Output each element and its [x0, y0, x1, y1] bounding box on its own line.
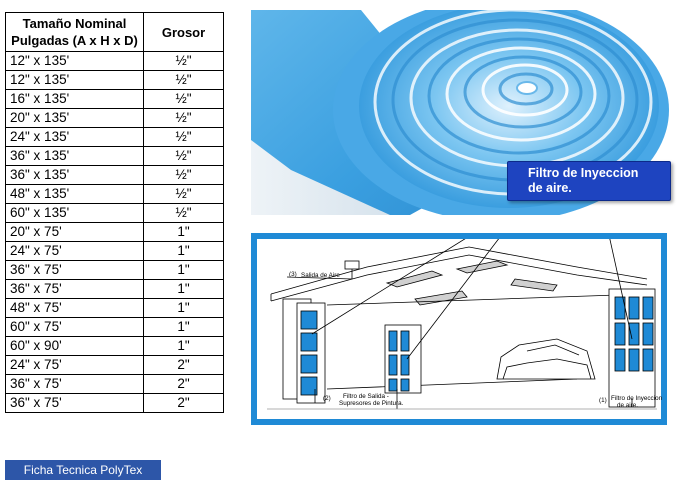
filter-size-table	[5, 12, 224, 413]
size-cell: 60" x 75'	[6, 318, 144, 337]
thickness-cell: ½"	[144, 128, 224, 147]
size-cell: 12" x 135'	[6, 71, 144, 90]
size-cell: 48" x 135'	[6, 185, 144, 204]
thickness-cell: 1"	[144, 223, 224, 242]
size-cell: 60" x 90'	[6, 337, 144, 356]
thickness-cell: 1"	[144, 242, 224, 261]
table-body	[6, 52, 224, 413]
size-cell: 24" x 75'	[6, 242, 144, 261]
thickness-cell: ½"	[144, 71, 224, 90]
column-header-thickness: Grosor	[144, 13, 224, 52]
size-cell: 36" x 75'	[6, 375, 144, 394]
label-filtro-salida-line2: Supresores de Pintura.	[339, 400, 404, 407]
thickness-cell: ½"	[144, 52, 224, 71]
thickness-cell: 1"	[144, 299, 224, 318]
size-cell: 48" x 75'	[6, 299, 144, 318]
thickness-cell: ½"	[144, 166, 224, 185]
table-row	[6, 52, 224, 71]
diagram-canvas	[257, 239, 661, 419]
table-row	[6, 71, 224, 90]
table-row	[6, 109, 224, 128]
column-header-size	[6, 13, 144, 52]
label-salida-de-aire: Salida de Aire	[301, 272, 340, 279]
filtro-inyeccion-callout	[507, 161, 671, 201]
table-row	[6, 223, 224, 242]
size-cell: 36" x 75'	[6, 394, 144, 413]
table-row	[6, 318, 224, 337]
paint-booth-diagram	[251, 233, 667, 425]
column-header-size-line2: Pulgadas (A x H x D)	[11, 33, 138, 48]
table-row	[6, 261, 224, 280]
size-cell: 12" x 135'	[6, 52, 144, 71]
table-row	[6, 147, 224, 166]
table-row	[6, 90, 224, 109]
column-header-size-line1: Tamaño Nominal	[22, 16, 127, 31]
thickness-cell: 2"	[144, 394, 224, 413]
callout-line1: Filtro de Inyeccion	[528, 166, 639, 180]
label-salida-number: (3)	[289, 271, 297, 278]
size-cell: 36" x 135'	[6, 166, 144, 185]
table-row	[6, 337, 224, 356]
table-row	[6, 299, 224, 318]
size-cell: 36" x 75'	[6, 280, 144, 299]
table-row	[6, 166, 224, 185]
table-row	[6, 280, 224, 299]
thickness-cell: ½"	[144, 204, 224, 223]
table-row	[6, 204, 224, 223]
label-filtro-salida-number: (2)	[323, 395, 331, 402]
callout-line2: de aire.	[528, 181, 572, 195]
size-cell: 24" x 135'	[6, 128, 144, 147]
size-cell: 36" x 135'	[6, 147, 144, 166]
ficha-tecnica-button[interactable]: Ficha Tecnica PolyTex	[5, 460, 161, 480]
size-cell: 16" x 135'	[6, 90, 144, 109]
thickness-cell: ½"	[144, 109, 224, 128]
thickness-cell: 1"	[144, 337, 224, 356]
booth-roof-line	[271, 247, 647, 294]
size-cell: 60" x 135'	[6, 204, 144, 223]
thickness-cell: ½"	[144, 185, 224, 204]
size-cell: 24" x 75'	[6, 356, 144, 375]
thickness-cell: 1"	[144, 261, 224, 280]
thickness-cell: 2"	[144, 375, 224, 394]
size-cell: 20" x 75'	[6, 223, 144, 242]
paint-booth-drawing	[257, 239, 661, 419]
size-cell: 20" x 135'	[6, 109, 144, 128]
table-row	[6, 185, 224, 204]
thickness-cell: ½"	[144, 90, 224, 109]
size-cell: 36" x 75'	[6, 261, 144, 280]
table-row	[6, 394, 224, 413]
label-inyeccion-line1: Filtro de Inyeccion	[611, 395, 663, 402]
table-row	[6, 356, 224, 375]
label-inyeccion-number: (1)	[599, 397, 607, 404]
table-row	[6, 242, 224, 261]
thickness-cell: 1"	[144, 318, 224, 337]
table-row	[6, 375, 224, 394]
thickness-cell: ½"	[144, 147, 224, 166]
label-filtro-salida-line1: Filtro de Salida -	[343, 393, 389, 400]
label-inyeccion-line2: de aire.	[617, 402, 639, 409]
table-row	[6, 128, 224, 147]
thickness-cell: 1"	[144, 280, 224, 299]
table-header-row	[6, 13, 224, 52]
thickness-cell: 2"	[144, 356, 224, 375]
